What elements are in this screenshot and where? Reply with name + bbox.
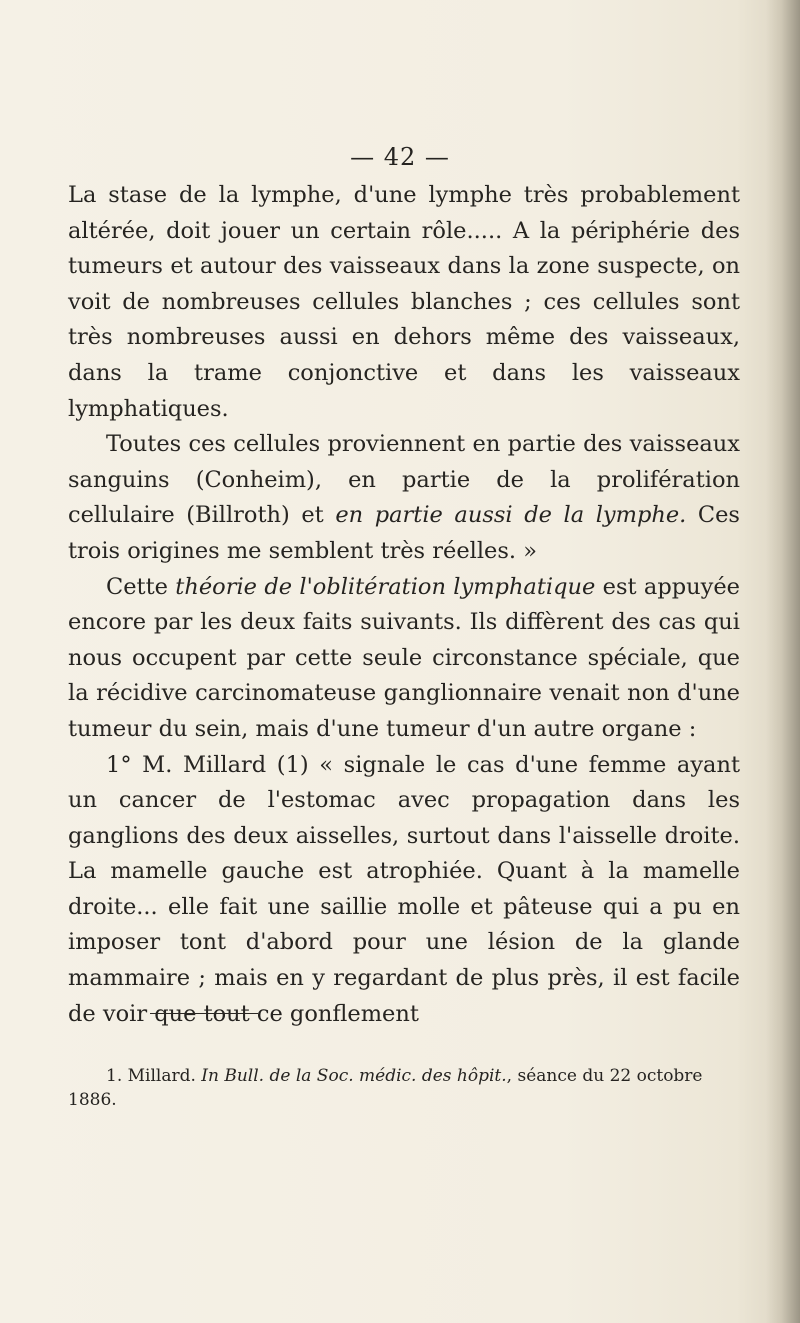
paragraph: [68, 748, 740, 1033]
page-number: — 42 —: [350, 143, 450, 171]
italic-text: théorie de l'oblitération lymphatique: [175, 573, 596, 600]
footnote-text: , séance du 22 octobre 1886.: [68, 1066, 703, 1110]
paragraph: [68, 178, 740, 427]
paragraph: [68, 570, 740, 748]
body-text: [68, 178, 740, 1032]
text-run: Toutes ces cellules proviennent en partie des vaisseaux sanguins (Conheim), en partie de la prolifération cellulaire (Billroth) et: [68, 431, 740, 529]
footnote-citation: In Bull. de la Soc. médic. des hôpit.: [201, 1066, 507, 1086]
text-run: Cette: [106, 573, 176, 600]
italic-text: en partie aussi de la lymphe.: [335, 502, 687, 529]
paragraph: [68, 427, 740, 569]
text-run: 1° M. Millard (1) « signale le cas d'une femme ayant un cancer de l'estomac avec propagation dans les ganglions des deux aisselles, surtout dans l'aisselle droite. La mamelle gauche est atrophiée. Quant à la mamelle droite... elle fait une saillie molle et pâteuse qui a pu en imposer tont d'abord pour une lésion de la glande mammaire ; mais en y regardant de plus près, il est facile de voir que tout ce gonflement: [68, 751, 740, 1027]
footnote-text: 1. Millard.: [106, 1066, 202, 1086]
text-run: La stase de la lymphe, d'une lymphe très probablement altérée, doit jouer un certain rôle..... A la périphérie des tumeurs et autour des vaisseaux dans la zone suspecte, on voit de nombreuses cellules blanches ; ces cellules sont très nombreuses aussi en dehors même des vaisseaux, dans la trame conjonctive et dans les vaisseaux lymphatiques.: [68, 182, 740, 422]
page-edge-shadow: [766, 0, 800, 1323]
text-run: est appuyée encore par les deux faits suivants. Ils diffèrent des cas qui nous occupent par cette seule circonstance spéciale, que la récidive carcinomateuse ganglionnaire venait non d'une tumeur du sein, mais d'une tumeur d'un autre organe :: [68, 573, 740, 742]
footnote-separator: [150, 1013, 258, 1014]
footnote: [68, 1064, 740, 1112]
text-run: Ces trois origines me semblent très réelles. »: [68, 502, 740, 564]
